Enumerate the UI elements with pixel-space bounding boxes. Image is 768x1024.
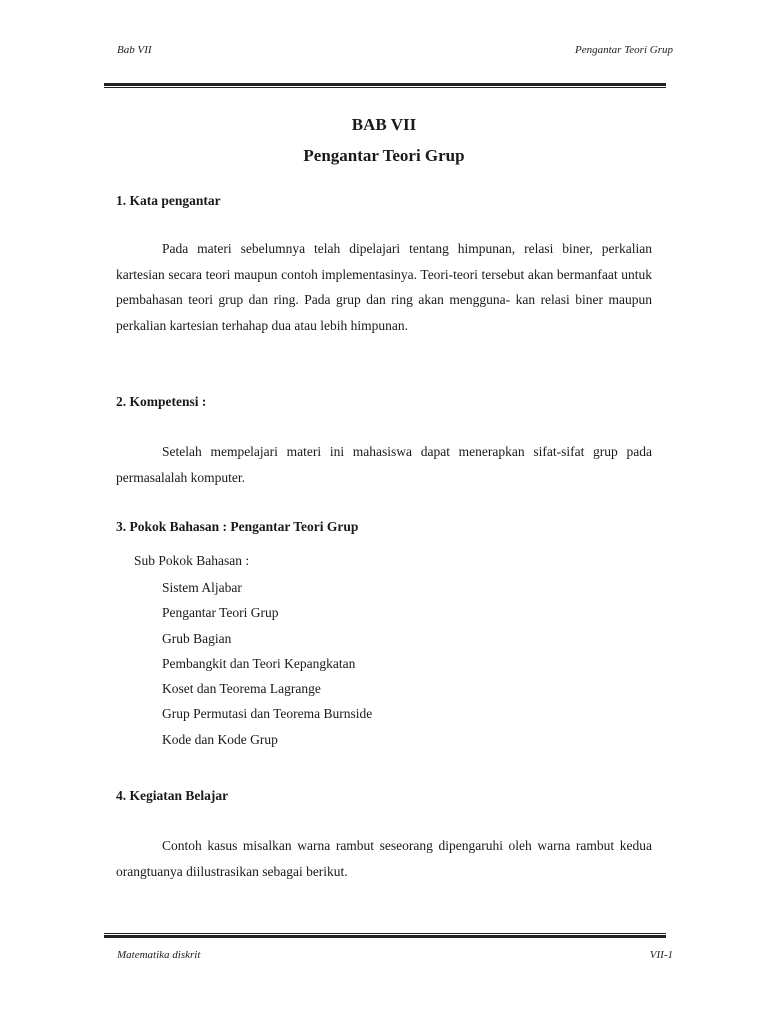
chapter-title: BAB VII [351,115,417,134]
list-item: Grup Permutasi dan Teorema Burnside [162,706,373,722]
section-paragraph-kata-pengantar: Pada materi sebelumnya telah dipelajari tentang himpunan, relasi biner, perkalian kartesian secara teori maupun contoh implementasinya. Teori-teori tersebut akan bermanfaat untuk pembahasan teori grup dan ring. Pada grup dan ring akan mengguna- kan relasi biner maupun perkalian kartesian terhahap dua atau lebih himpunan. [116,241,652,333]
header-topic-label: Pengantar Teori Grup [575,44,673,56]
section-paragraph-kegiatan-belajar: Contoh kasus misalkan warna rambut seseorang dipengaruhi oleh warna rambut kedua orangtuanya diilustrasikan sebagai berikut. [116,838,652,879]
footer-course-label: Matematika diskrit [117,949,201,961]
section-paragraph-kompetensi: Setelah mempelajari materi ini mahasiswa dapat menerapkan sifat-sifat grup pada permasalalah komputer. [116,444,652,485]
sub-pokok-bahasan-list [162,575,372,752]
list-item: Pengantar Teori Grup [162,605,279,621]
header-chapter-label: Bab VII [117,44,152,56]
chapter-subtitle: Pengantar Teori Grup [303,146,465,165]
section-heading-kata-pengantar: 1. Kata pengantar [116,193,221,208]
section-heading-kegiatan-belajar: 4. Kegiatan Belajar [116,788,229,803]
sub-pokok-bahasan-label: Sub Pokok Bahasan : [134,553,250,568]
list-item: Kode dan Kode Grup [162,731,278,747]
list-item: Pembangkit dan Teori Kepangkatan [162,655,356,671]
footer-divider [104,933,666,938]
list-item: Sistem Aljabar [162,580,242,595]
section-heading-pokok-bahasan: 3. Pokok Bahasan : Pengantar Teori Grup [116,519,359,534]
section-heading-kompetensi: 2. Kompetensi : [116,394,207,409]
list-item: Koset dan Teorema Lagrange [162,681,321,697]
list-item: Grub Bagian [162,630,232,646]
footer-page-number: VII-1 [649,949,673,961]
header-divider [104,83,666,88]
